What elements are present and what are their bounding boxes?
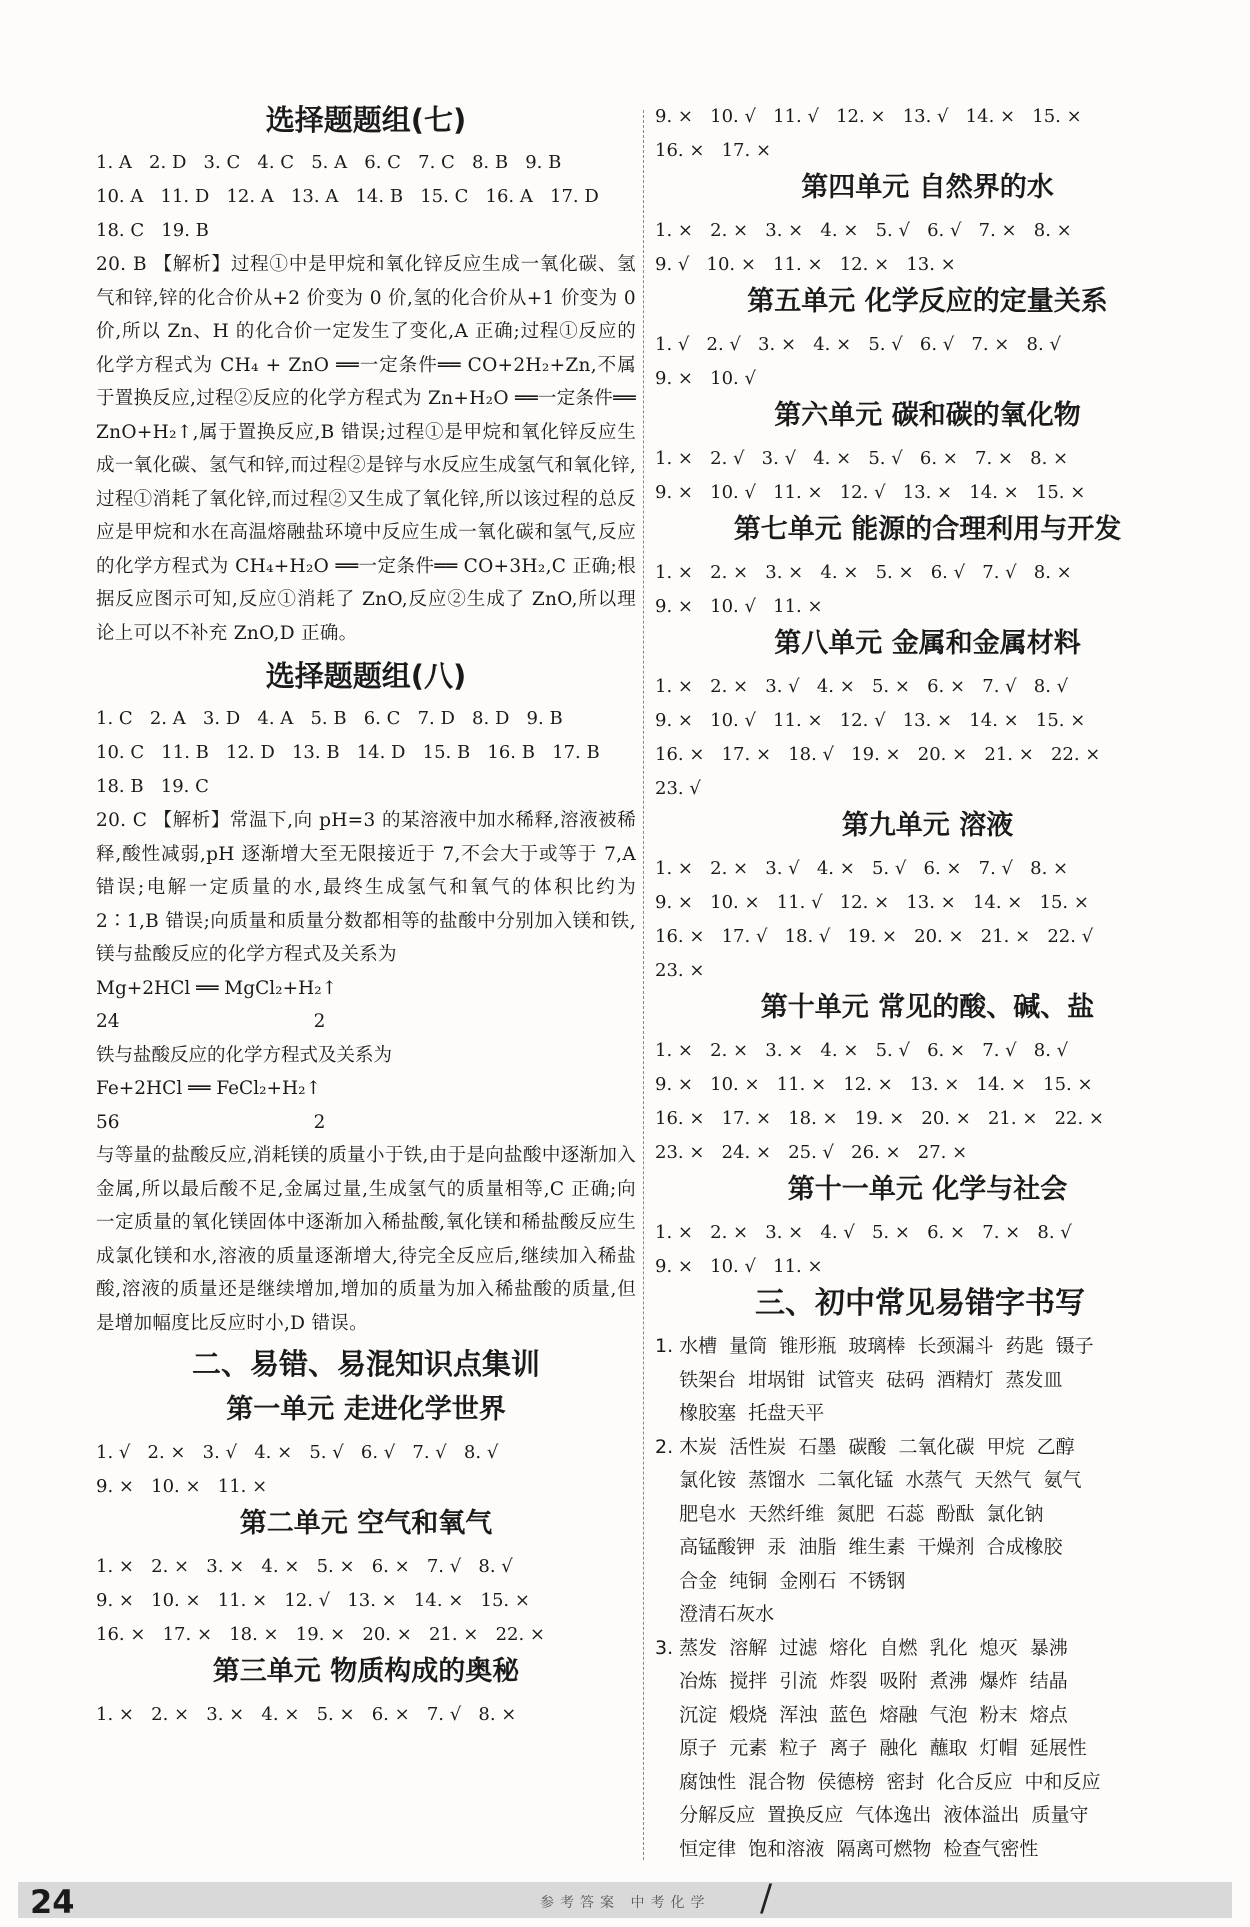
term-row: 氯化铵 蒸馏水 二氧化锰 水蒸气 天然气 氨气 xyxy=(655,1469,1082,1491)
term-row: 1. 水槽 量筒 锥形瓶 玻璃棒 长颈漏斗 药匙 镊子 xyxy=(655,1335,1094,1357)
footer-text: 参考答案 中考化学 xyxy=(540,1895,711,1911)
unit5-title: 第五单元 化学反应的定量关系 xyxy=(747,286,1108,317)
unit6-title: 第六单元 碳和碳的氧化物 xyxy=(774,400,1081,431)
answer-row: 18. C 19. B xyxy=(96,220,209,241)
term-row: 澄清石灰水 xyxy=(655,1603,775,1625)
answer-row: 16. × 17. × 18. √ 19. × 20. × 21. × 22. × xyxy=(655,744,1101,765)
group7-title: 选择题题组(七) xyxy=(265,103,467,137)
answer-row: 9. × 10. √ 11. × 12. √ 13. × 14. × 15. × xyxy=(655,710,1086,731)
unit9-title: 第九单元 溶液 xyxy=(841,810,1014,841)
answer-row: 10. C 11. B 12. D 13. B 14. D 15. B 16. B 17. B xyxy=(96,742,600,763)
answer-row: 16. × 17. × 18. × 19. × 20. × 21. × 22. × xyxy=(655,1108,1104,1129)
answer-row: 1. C 2. A 3. D 4. A 5. B 6. C 7. D 8. D 9. B xyxy=(96,708,563,729)
equation-mg: Mg+2HCl ══ MgCl₂+H₂↑ xyxy=(96,977,338,999)
term-row: 3. 蒸发 溶解 过滤 熔化 自燃 乳化 熄灭 暴沸 xyxy=(655,1636,1068,1659)
answer-row: 16. × 17. × 18. × 19. × 20. × 21. × 22. × xyxy=(96,1624,545,1645)
answer-row: 16. × 17. √ 18. √ 19. × 20. × 21. × 22. √ xyxy=(655,926,1094,947)
term-row: 腐蚀性 混合物 侯德榜 密封 化合反应 中和反应 xyxy=(655,1770,1101,1793)
answer-row: 23. × xyxy=(655,960,705,981)
answer-row: 23. √ xyxy=(655,778,701,799)
unit10-title: 第十单元 常见的酸、碱、盐 xyxy=(760,992,1095,1023)
answer-row: 1. × 2. × 3. √ 4. × 5. √ 6. × 7. √ 8. × xyxy=(655,858,1069,879)
unit7-title: 第七单元 能源的合理利用与开发 xyxy=(733,514,1122,545)
term-row: 2. 木炭 活性炭 石墨 碳酸 二氧化碳 甲烷 乙醇 xyxy=(655,1435,1075,1458)
equation-fe: Fe+2HCl ══ FeCl₂+H₂↑ xyxy=(96,1078,322,1099)
term-row: 冶炼 搅拌 引流 炸裂 吸附 煮沸 爆炸 结晶 xyxy=(655,1670,1068,1692)
group8-q20-explanation-a: 20. C 【解析】常温下,向 pH=3 的某溶液中加水稀释,溶液被稀释,酸性减弱,pH 逐渐增大至无限接近于 7,不会大于或等于 7,A 错误;电解一定质量的水,最终生成氢气和氧气的体积比约为 2∶1,B 错误;向质量和质量分数都相等的盐酸中分别加入镁和铁,镁与盐酸反应的化学方程式及关系为 xyxy=(96,810,636,965)
term-row: 高锰酸钾 汞 油脂 维生素 干燥剂 合成橡胶 xyxy=(655,1536,1063,1558)
answer-row: 1. × 2. √ 3. √ 4. × 5. √ 6. × 7. × 8. × xyxy=(655,448,1069,469)
slash-mark: / xyxy=(760,1878,773,1919)
answer-row: 9. × 10. × 11. × 12. √ 13. × 14. × 15. × xyxy=(96,1590,530,1611)
answer-row: 9. × 10. × 11. × 12. × 13. × 14. × 15. × xyxy=(655,1074,1093,1095)
equation-mg-ratio: 24 2 xyxy=(96,1011,326,1032)
group8-title: 选择题题组(八) xyxy=(265,659,467,693)
term-row: 分解反应 置换反应 气体逸出 液体溢出 质量守 xyxy=(655,1804,1089,1826)
answer-row: 1. × 2. × 3. × 4. × 5. √ 6. × 7. √ 8. √ xyxy=(655,1040,1069,1061)
answer-row: 9. × 10. √ 11. × xyxy=(655,596,823,617)
answer-row: 16. × 17. × xyxy=(655,140,772,161)
answer-row: 9. × 10. √ 11. √ 12. × 13. √ 14. × 15. × xyxy=(655,106,1082,127)
unit4-title: 第四单元 自然界的水 xyxy=(801,172,1054,203)
answer-row: 1. × 2. × 3. × 4. × 5. √ 6. √ 7. × 8. × xyxy=(655,220,1072,241)
unit1-title: 第一单元 走进化学世界 xyxy=(226,1394,506,1425)
answer-row: 1. √ 2. √ 3. × 4. × 5. √ 6. √ 7. × 8. √ xyxy=(655,334,1061,355)
answer-row: 9. √ 10. × 11. × 12. × 13. × xyxy=(655,254,956,275)
page-number: 24 xyxy=(30,1883,75,1921)
unit11-title: 第十一单元 化学与社会 xyxy=(787,1174,1068,1205)
column-divider xyxy=(643,110,644,1860)
term-row: 肥皂水 天然纤维 氮肥 石蕊 酚酞 氯化钠 xyxy=(655,1502,1044,1525)
answer-row: 18. B 19. C xyxy=(96,776,209,797)
answer-row: 10. A 11. D 12. A 13. A 14. B 15. C 16. A 17. D xyxy=(96,186,599,207)
group8-q20-explanation-b: 与等量的盐酸反应,消耗镁的质量小于铁,由于是向盐酸中逐渐加入金属,所以最后酸不足,金属过量,生成氢气的质量相等,C 正确;向一定质量的氧化镁固体中逐渐加入稀盐酸,氧化镁和稀盐酸反应生成氯化镁和水,溶液的质量逐渐增大,待完全反应后,继续加入稀盐酸,溶液的质量还是继续增加,增加的质量为加入稀盐酸的质量,但是增加幅度比反应时小,D 错误。 xyxy=(96,1145,636,1334)
term-row: 铁架台 坩埚钳 试管夹 砝码 酒精灯 蒸发皿 xyxy=(655,1368,1063,1391)
answer-row: 1. × 2. × 3. √ 4. × 5. × 6. × 7. √ 8. √ xyxy=(655,676,1069,697)
part3-title: 三、初中常见易错字书写 xyxy=(755,1286,1085,1321)
term-row: 橡胶塞 托盘天平 xyxy=(655,1402,825,1424)
answer-row: 1. × 2. × 3. × 4. × 5. × 6. × 7. √ 8. × xyxy=(96,1704,517,1725)
unit8-title: 第八单元 金属和金属材料 xyxy=(774,628,1081,659)
group7-q20-explanation: 20. B 【解析】过程①中是甲烷和氧化锌反应生成一氧化碳、氢气和锌,锌的化合价从+2 价变为 0 价,氢的化合价从+1 价变为 0 价,所以 Zn、H 的化合价一定发生了变化,A 正确;过程①反应的化学方程式为 CH₄ + ZnO ══一定条件══ CO+2H₂+Zn,不属于置换反应,过程②反应的化学方程式为 Zn+H₂O ══一定条件══ ZnO+H₂↑,属于置换反应,B 错误;过程①是甲烷和氧化锌反应生成一氧化碳、氢气和锌,而过程②是锌与水反应生成氢气和氧化锌,过程①消耗了氧化锌,而过程②又生成了氧化锌,所以该过程的总反应是甲烷和水在高温熔融盐环境中反应生成一氧化碳和氢气,反应的化学方程式为 CH₄+H₂O ══一定条件══ CO+3H₂,C 正确;根据反应图示可知,反应①消耗了 ZnO,反应②生成了 ZnO,所以理论上可以不补充 ZnO,D 正确。 xyxy=(96,254,636,644)
equation-fe-ratio: 56 2 xyxy=(96,1111,326,1133)
answer-row: 9. × 10. × 11. × xyxy=(96,1476,268,1497)
answer-row: 9. × 10. √ xyxy=(655,368,756,389)
unit3-title: 第三单元 物质构成的奥秘 xyxy=(212,1656,520,1687)
left-column xyxy=(96,100,636,1732)
answer-row: 1. × 2. × 3. × 4. × 5. × 6. × 7. √ 8. √ xyxy=(96,1556,513,1577)
answer-row: 1. × 2. × 3. × 4. × 5. × 6. √ 7. √ 8. × xyxy=(655,562,1072,583)
answer-row: 9. × 10. √ 11. × 12. √ 13. × 14. × 15. × xyxy=(655,482,1086,503)
unit2-title: 第二单元 空气和氧气 xyxy=(239,1508,493,1539)
answer-row: 9. × 10. × 11. √ 12. × 13. × 14. × 15. × xyxy=(655,892,1089,913)
answer-row: 1. A 2. D 3. C 4. C 5. A 6. C 7. C 8. B 9. B xyxy=(96,152,562,173)
term-row: 合金 纯铜 金刚石 不锈钢 xyxy=(655,1569,906,1592)
answer-row: 9. × 10. √ 11. × xyxy=(655,1256,823,1277)
equation-fe-intro: 铁与盐酸反应的化学方程式及关系为 xyxy=(96,1044,393,1066)
term-row: 恒定律 饱和溶液 隔离可燃物 检查气密性 xyxy=(655,1837,1039,1860)
answer-row: 1. × 2. × 3. × 4. √ 5. × 6. × 7. × 8. √ xyxy=(655,1222,1072,1243)
right-column xyxy=(655,100,1200,1866)
part2-title: 二、易错、易混知识点集训 xyxy=(191,1347,540,1381)
term-row: 原子 元素 粒子 离子 融化 蘸取 灯帽 延展性 xyxy=(655,1737,1087,1759)
answer-row: 1. √ 2. × 3. √ 4. × 5. √ 6. √ 7. √ 8. √ xyxy=(96,1442,499,1463)
term-row: 沉淀 煅烧 浑浊 蓝色 熔融 气泡 粉末 熔点 xyxy=(655,1703,1068,1726)
answer-row: 23. × 24. × 25. √ 26. × 27. × xyxy=(655,1142,968,1163)
